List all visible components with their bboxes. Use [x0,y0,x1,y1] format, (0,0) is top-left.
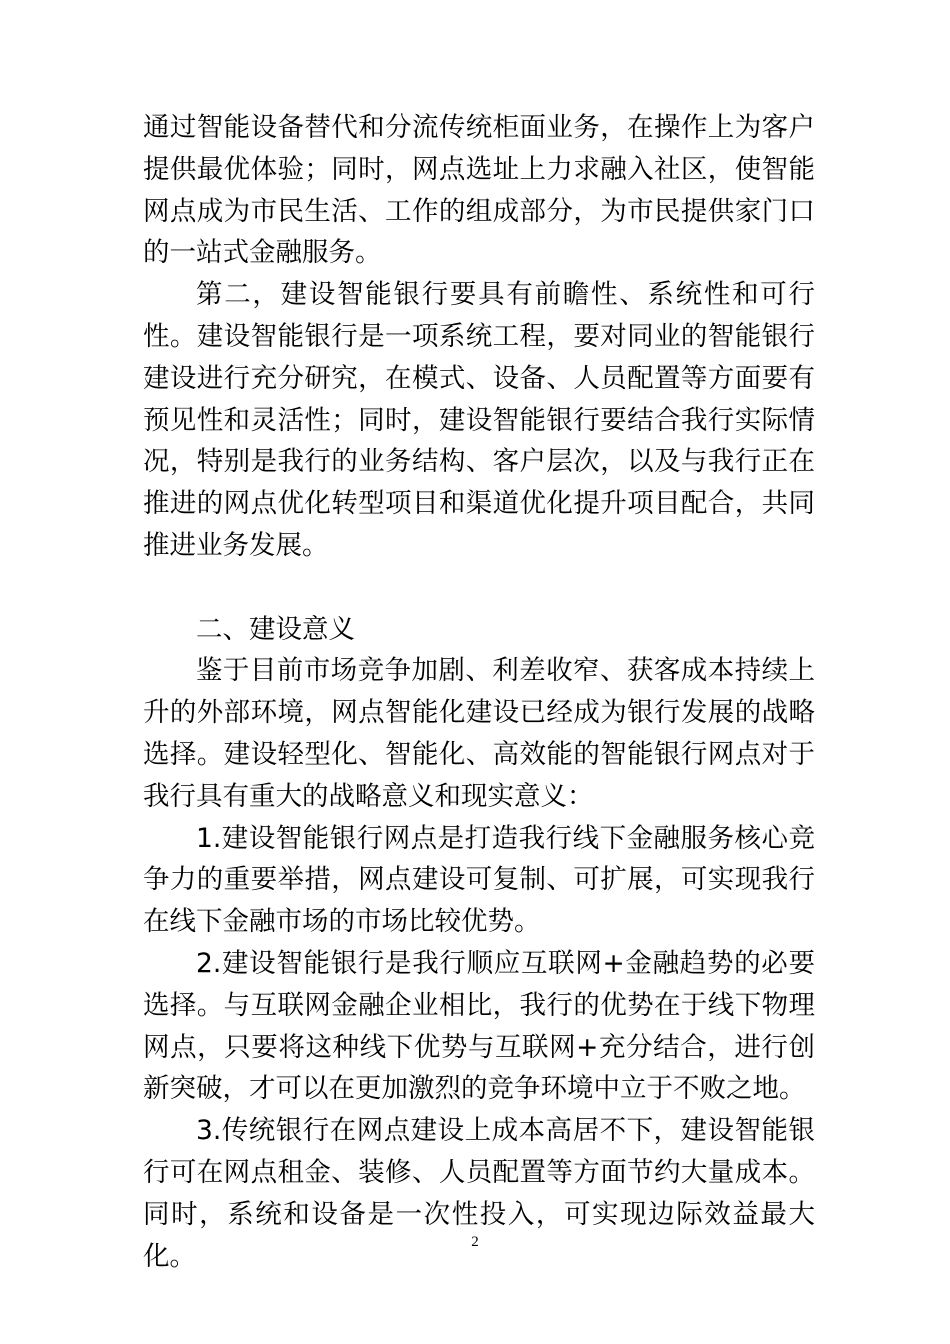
document-body [143,107,815,1277]
paragraph-item-1: 1.建设智能银行网点是打造我行线下金融服务核心竞争力的重要举措，网点建设可复制、可扩展，可实现我行在线下金融市场的市场比较优势。 [143,822,815,938]
paragraph-item-3: 3.传统银行在网点建设上成本高居不下，建设智能银行可在网点租金、装修、人员配置等方面节约大量成本。同时，系统和设备是一次性投入，可实现边际效益最大化。 [143,1115,815,1272]
paragraph-continuation: 通过智能设备替代和分流传统柜面业务，在操作上为客户提供最优体验；同时，网点选址上力求融入社区，使智能网点成为市民生活、工作的组成部分，为市民提供家门口的一站式金融服务。 [143,112,815,269]
paragraph-spacer [143,567,815,609]
section-heading: 二、建设意义 [196,613,355,645]
paragraph-intro: 鉴于目前市场竞争加剧、利差收窄、获客成本持续上升的外部环境，网点智能化建设已经成为银行发展的战略选择。建设轻型化、智能化、高效能的智能银行网点对于我行具有重大的战略意义和现实意义： [143,655,815,812]
paragraph-item-2: 2.建设智能银行是我行顺应互联网+金融趋势的必要选择。与互联网金融企业相比，我行的优势在于线下物理网点，只要将这种线下优势与互联网+充分结合，进行创新突破，才可以在更加激烈的竞争环境中立于不败之地。 [143,947,815,1105]
page-number: 2 [471,1234,479,1250]
paragraph-second-point: 第二，建设智能银行要具有前瞻性、系统性和可行性。建设智能银行是一项系统工程，要对同业的智能银行建设进行充分研究，在模式、设备、人员配置等方面要有预见性和灵活性；同时，建设智能银行要结合我行实际情况，特别是我行的业务结构、客户层次，以及与我行正在推进的网点优化转型项目和渠道优化提升项目配合，共同推进业务发展。 [143,279,815,561]
